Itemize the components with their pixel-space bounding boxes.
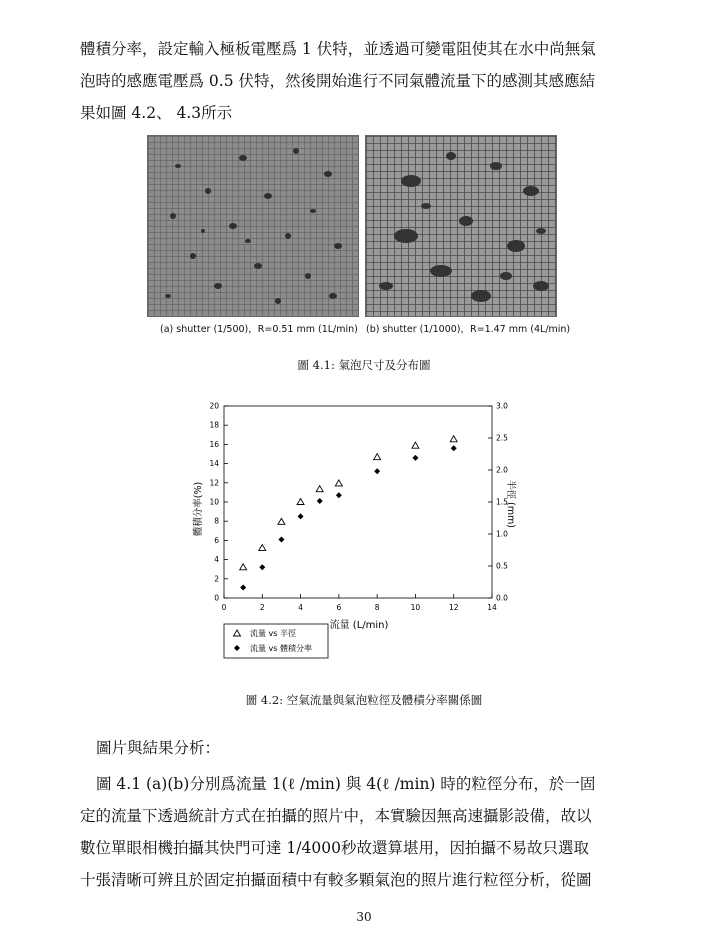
data-point-diamond — [298, 513, 304, 519]
x-axis-label: 流量 (L/min) — [329, 620, 389, 631]
subcaption-b: (b) shutter (1/1000)，R=1.47 mm (4L/min) — [366, 324, 571, 335]
x-tick-label: 8 — [374, 603, 380, 612]
y-right-tick-label: 1.0 — [496, 529, 508, 539]
x-tick-label: 0 — [221, 603, 227, 612]
legend-entry: 流量 vs 半徑 — [250, 629, 296, 638]
data-point-triangle — [278, 518, 285, 524]
data-point-triangle — [297, 499, 304, 505]
figure-4-2-caption: 圖 4.2: 空氣流量與氣泡粒徑及體積分率關係圖 — [245, 693, 483, 707]
data-point-triangle — [335, 480, 342, 486]
y-left-tick-label: 8 — [214, 516, 219, 526]
data-point-triangle — [240, 564, 247, 570]
paragraph-line: 數位單眼相機拍攝其快門可達 1/4000秒故還算堪用，因拍攝不易故只選取 — [80, 839, 589, 857]
data-point-diamond — [240, 584, 246, 590]
y-left-tick-label: 14 — [209, 459, 219, 469]
paragraph-line: 果如圖 4.2、 4.3所示 — [80, 104, 233, 122]
y-left-tick-label: 2 — [214, 574, 219, 584]
paragraph-line: 定的流量下透過統計方式在拍攝的照片中，本實驗因無高速攝影設備，故以 — [80, 807, 592, 825]
y-left-tick-label: 6 — [214, 535, 219, 545]
y-left-tick-label: 0 — [214, 593, 219, 603]
section-heading: 圖片與結果分析： — [96, 739, 221, 757]
x-tick-label: 6 — [336, 603, 342, 612]
bubble-photo-left — [147, 135, 359, 317]
data-point-diamond — [451, 445, 457, 451]
page-number: 30 — [356, 910, 372, 924]
paragraph-line: 十張清晰可辨且於固定拍攝面積中有較多顆氣泡的照片進行粒徑分析，從圖 — [80, 871, 592, 889]
y-right-tick-label: 0.0 — [496, 593, 508, 603]
y-left-tick-label: 4 — [214, 555, 219, 565]
data-point-diamond — [259, 564, 265, 570]
data-point-diamond — [412, 455, 418, 461]
y-right-tick-label: 0.5 — [496, 561, 508, 571]
x-tick-label: 10 — [410, 603, 421, 612]
x-tick-label: 12 — [448, 603, 459, 612]
data-point-diamond — [336, 492, 342, 498]
x-tick-label: 4 — [298, 603, 303, 612]
y-left-tick-label: 20 — [209, 401, 219, 411]
data-point-triangle — [374, 454, 381, 460]
data-point-diamond — [317, 498, 323, 504]
figure-4-1-caption: 圖 4.1: 氣泡尺寸及分布圖 — [297, 358, 431, 372]
y-axis-left-label: 體積分率(%) — [193, 481, 204, 537]
y-right-tick-label: 1.5 — [496, 497, 508, 507]
data-point-triangle — [316, 486, 323, 492]
paragraph-line: 泡時的感應電壓爲 0.5 伏特，然後開始進行不同氣體流量下的感測其感應結 — [80, 72, 596, 90]
data-point-triangle — [450, 436, 457, 442]
y-left-tick-label: 12 — [209, 478, 219, 488]
flow-chart — [0, 392, 728, 672]
subcaption-a: (a) shutter (1/500)，R=0.51 mm (1L/min) — [160, 324, 358, 335]
data-point-diamond — [374, 468, 380, 474]
bubble-photo-left-image — [148, 136, 358, 316]
y-left-tick-label: 10 — [209, 497, 219, 507]
x-tick-label: 14 — [487, 603, 497, 612]
x-tick-label: 2 — [259, 603, 265, 612]
paragraph-line: 圖 4.1 (a)(b)分別爲流量 1(ℓ /min) 與 4(ℓ /min) 時的粒徑分布，於一固 — [96, 775, 596, 793]
bubble-photo-right — [365, 135, 557, 317]
bubble-photo-right-image — [366, 136, 556, 316]
plot-frame — [224, 406, 492, 598]
y-right-tick-label: 2.0 — [496, 465, 508, 475]
legend-entry: 流量 vs 體積分率 — [250, 644, 312, 653]
paragraph-line: 體積分率，設定輸入極板電壓爲 1 伏特，並透過可變電阻使其在水中尚無氣 — [80, 40, 596, 58]
chart-legend — [224, 624, 328, 658]
data-point-diamond — [278, 536, 284, 542]
data-point-triangle — [259, 545, 266, 551]
data-point-triangle — [412, 442, 419, 448]
y-left-tick-label: 18 — [209, 420, 219, 430]
y-axis-right-label: 半徑 (mm) — [505, 480, 516, 528]
y-right-tick-label: 3.0 — [496, 401, 508, 411]
y-left-tick-label: 16 — [209, 439, 219, 449]
y-right-tick-label: 2.5 — [496, 433, 508, 443]
